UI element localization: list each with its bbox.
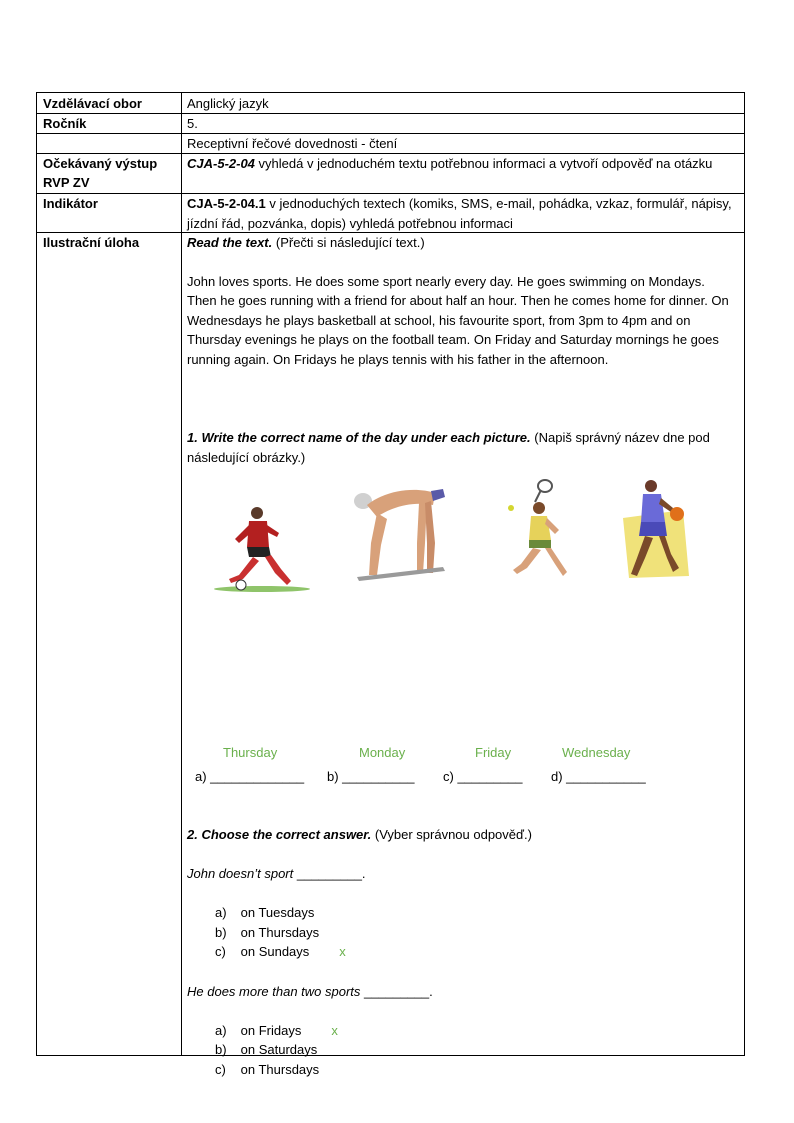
q2-option-a [215, 903, 314, 923]
answer-b: Monday [359, 745, 406, 760]
q3-option-b [215, 1040, 317, 1060]
outcome-text: vyhledá v jednoduchém textu potřebnou informaci a vytvoří odpověď na otázku [258, 156, 713, 171]
q2-prompt-line [187, 864, 366, 884]
q2-option-c-text: on Sundays [240, 944, 310, 959]
question-1 [187, 428, 737, 467]
indicator-code: CJA-5-2-04.1 [187, 196, 266, 211]
question-2 [187, 825, 737, 845]
column-divider [181, 93, 182, 1055]
q3-prompt-line [187, 982, 433, 1002]
value-grade: 5. [187, 116, 198, 131]
indicator-text: v jednoduchých textech (komiks, SMS, e-mail, pohádka, vzkaz, formulář, nápisy, jízdní řád, pozvánka, dopis) vyhledá potřebnou informaci [187, 196, 732, 231]
q3-option-a-mark: x [331, 1023, 338, 1038]
label-subject: Vzdělávací obor [43, 96, 142, 111]
q2-option-b-key: b) [215, 925, 227, 940]
q3-option-a-text: on Fridays [240, 1023, 302, 1038]
outcome-code: CJA-5-2-04 [187, 156, 255, 171]
q3-prompt: He does more than two sports [187, 984, 361, 999]
q2-option-a-text: on Tuesdays [240, 905, 315, 920]
q3-option-a-key: a) [215, 1023, 227, 1038]
q1-title-cz: (Napiš správný název dne pod následující obrázky.) [187, 430, 710, 465]
q2-title: 2. Choose the correct answer. [187, 827, 372, 842]
label-indicator: Indikátor [43, 196, 98, 211]
q2-option-c-key: c) [215, 944, 226, 959]
q1-title: 1. Write the correct name of the day under each picture. [187, 430, 531, 445]
value-indicator [187, 194, 739, 233]
label-expected-outcome: Očekávaný výstup RVP ZV [43, 156, 158, 190]
label-task: Ilustrační úloha [43, 235, 140, 250]
q2-option-c-mark: x [339, 944, 346, 959]
q2-option-a-key: a) [215, 905, 227, 920]
blank-a: a) _____________ [195, 769, 305, 784]
blank-d: d) ___________ [551, 769, 646, 784]
q3-blank: _________. [364, 984, 433, 999]
day-answers [187, 743, 747, 763]
reading-passage: John loves sports. He does some sport nearly every day. He goes swimming on Mondays. Then he goes running with a friend for about half an hour. Then he comes home for dinner. On Wednesdays he plays basketball at school, his favourite sport, from 3pm to 4pm and on Thursday evenings he plays on the football team. On Friday and Saturday mornings he goes running again. On Fridays he plays tennis with his father in the afternoon. [187, 273, 729, 367]
q2-option-c [215, 942, 346, 962]
q2-title-cz: (Vyber správnou odpověď.) [374, 827, 532, 842]
answer-d: Wednesday [562, 745, 631, 760]
football-player-picture [209, 503, 315, 593]
q2-prompt: John doesn’t sport [187, 866, 294, 881]
tennis-player-picture [505, 478, 577, 583]
blank-b: b) __________ [327, 769, 415, 784]
instruction-en: Read the text. [187, 235, 273, 250]
value-skill: Receptivní řečové dovednosti - čtení [187, 136, 398, 151]
value-expected-outcome [187, 154, 739, 174]
blank-c: c) _________ [443, 769, 523, 784]
q3-option-c-text: on Thursdays [240, 1062, 320, 1077]
task-content [187, 233, 739, 1077]
label-grade: Ročník [43, 116, 87, 131]
swimmer-picture [347, 483, 447, 583]
q2-blank: _________. [296, 866, 366, 881]
day-blanks [187, 767, 747, 787]
q3-option-b-text: on Saturdays [240, 1042, 318, 1057]
q3-option-c-key: c) [215, 1062, 226, 1077]
answer-c: Friday [475, 745, 512, 760]
q3-option-b-key: b) [215, 1042, 227, 1057]
q3-option-a [215, 1021, 338, 1041]
worksheet-table [36, 92, 745, 1077]
answer-a: Thursday [223, 745, 278, 760]
reading-instruction [187, 233, 739, 253]
q2-option-b-text: on Thursdays [240, 925, 320, 940]
instruction-cz: (Přečti si následující text.) [275, 235, 425, 250]
value-subject: Anglický jazyk [187, 96, 269, 111]
q3-option-c [215, 1060, 319, 1080]
q2-option-b [215, 923, 319, 943]
basketball-player-picture [619, 478, 697, 583]
